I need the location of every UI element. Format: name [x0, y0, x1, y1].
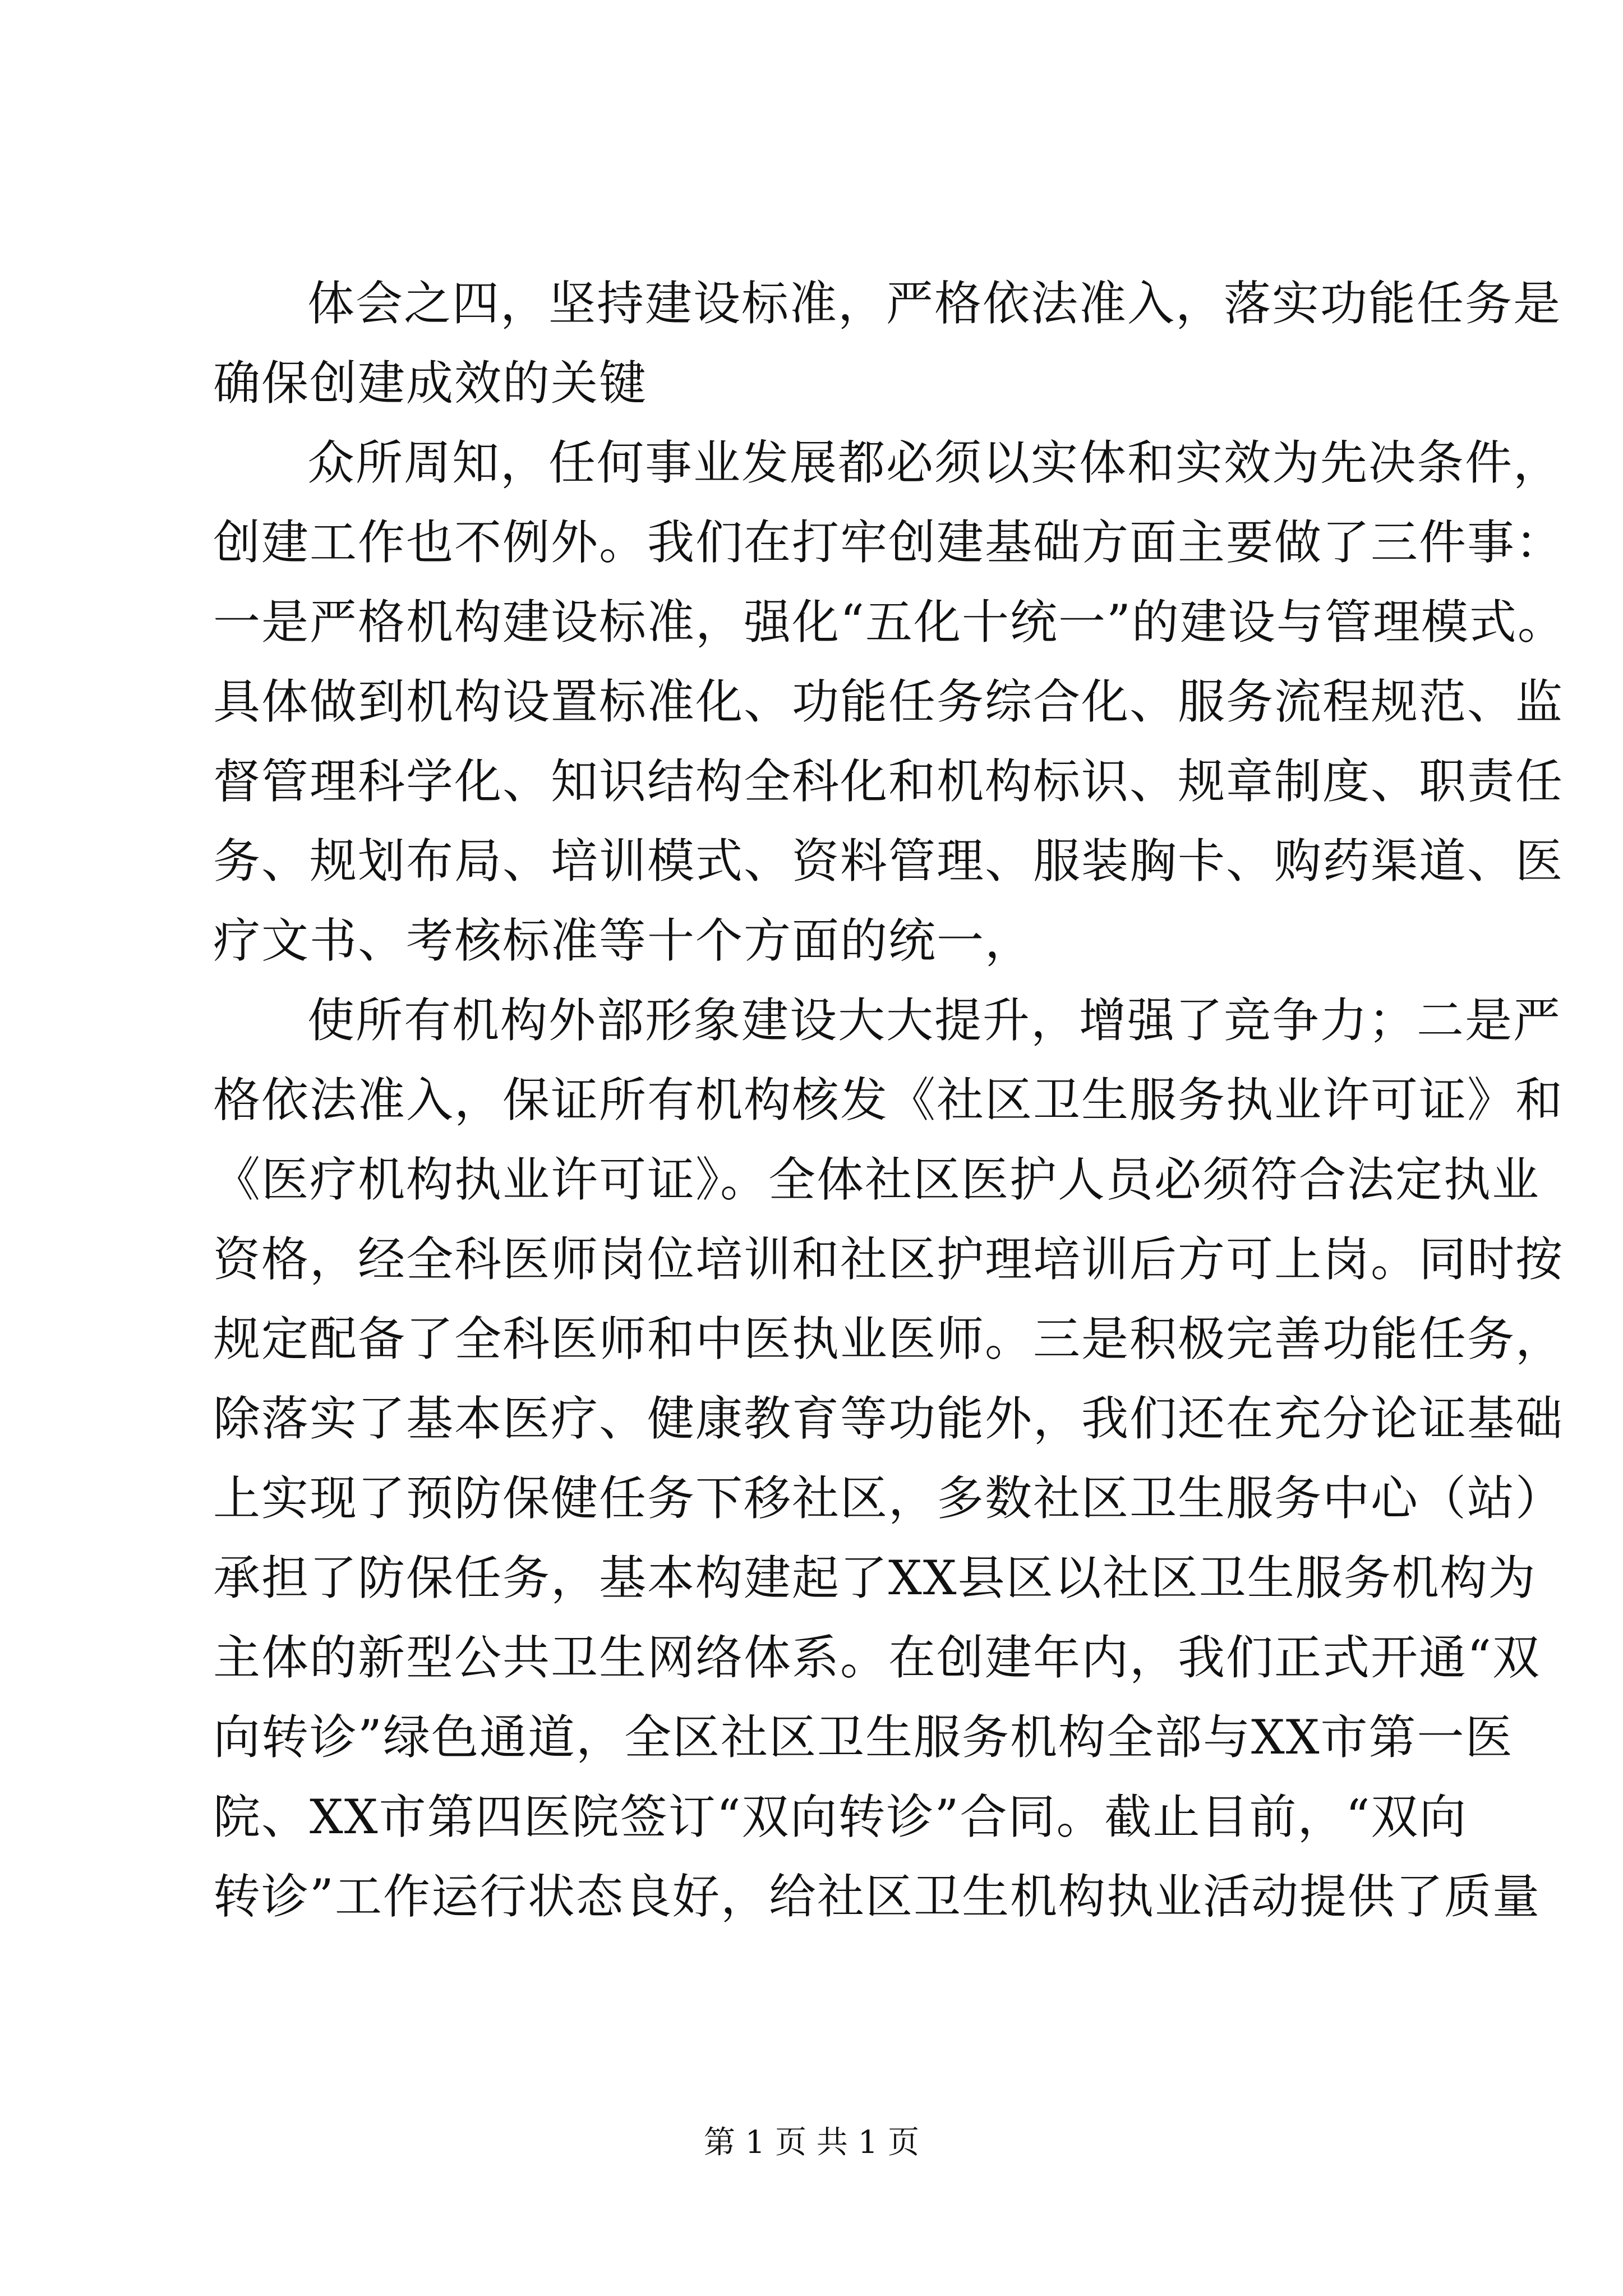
text-line: 承担了防保任务，基本构建起了XX县区以社区卫生服务机构为	[213, 1550, 1537, 1605]
text-line: 院、XX市第四医院签订“双向转诊”合同。截止目前，“双向	[213, 1789, 1468, 1844]
text-line: 资格，经全科医师岗位培训和社区护理培训后方可上岗。同时按	[213, 1232, 1564, 1287]
text-line: 督管理科学化、知识结构全科化和机构标识、规章制度、职责任	[213, 754, 1564, 809]
text-line: 除落实了基本医疗、健康教育等功能外，我们还在充分论证基础	[213, 1391, 1564, 1446]
text-line: 具体做到机构设置标准化、功能任务综合化、服务流程规范、监	[213, 674, 1564, 729]
text-line: 转诊”工作运行状态良好，给社区卫生机构执业活动提供了质量	[213, 1869, 1541, 1924]
text-line: 众所周知，任何事业发展都必须以实体和实效为先决条件，	[307, 435, 1562, 490]
text-line: 格依法准入，保证所有机构核发《社区卫生服务执业许可证》和	[213, 1073, 1564, 1128]
text-line: 上实现了预防保健任务下移社区，多数社区卫生服务中心（站）	[213, 1471, 1564, 1526]
text-line: 确保创建成效的关键	[213, 356, 648, 411]
document-body	[213, 264, 1566, 1936]
text-line: 向转诊”绿色通道，全区社区卫生服务机构全部与XX市第一医	[213, 1710, 1514, 1765]
text-line: 规定配备了全科医师和中医执业医师。三是积极完善功能任务，	[213, 1312, 1564, 1366]
text-line: 务、规划布局、培训模式、资料管理、服装胸卡、购药渠道、医	[213, 834, 1564, 889]
text-line: 体会之四，坚持建设标准，严格依法准入，落实功能任务是	[307, 276, 1562, 331]
text-line: 《医疗机构执业许可证》。全体社区医护人员必须符合法定执业	[213, 1152, 1541, 1207]
text-line: 主体的新型公共卫生网络体系。在创建年内，我们正式开通“双	[213, 1630, 1541, 1685]
text-line: 疗文书、考核标准等十个方面的统一，	[213, 913, 1034, 968]
text-line: 使所有机构外部形象建设大大提升，增强了竞争力；二是严	[307, 993, 1562, 1048]
page-number-footer: 第 1 页 共 1 页	[703, 2124, 920, 2161]
text-line: 创建工作也不例外。我们在打牢创建基础方面主要做了三件事：	[213, 515, 1564, 570]
text-line: 一是严格机构建设标准，强化“五化十统一”的建设与管理模式。	[213, 595, 1566, 650]
